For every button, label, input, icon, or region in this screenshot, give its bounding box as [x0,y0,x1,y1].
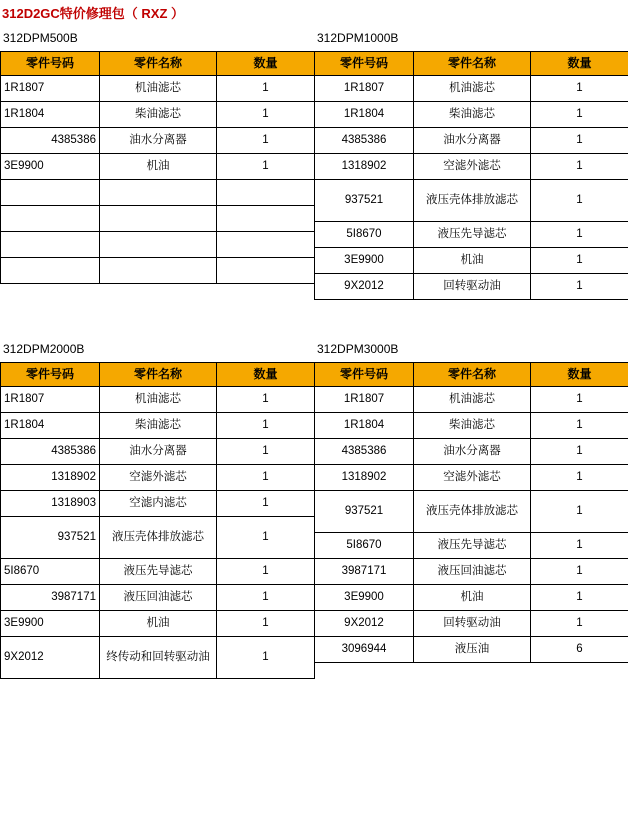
cell-quantity: 1 [531,128,628,154]
parts-table-3000b [314,362,628,663]
cell-part-name: 柴油滤芯 [100,413,217,439]
table-row [315,413,628,439]
cell-quantity: 1 [217,102,315,128]
cell-part-name: 机油滤芯 [100,76,217,102]
table-row [315,533,628,559]
cell-part-name: 液压壳体排放滤芯 [414,180,531,222]
cell-quantity: 1 [531,76,628,102]
cell-quantity: 1 [217,76,315,102]
cell-part-name: 空滤外滤芯 [414,154,531,180]
table-body-500b [1,76,315,284]
cell-part-number: 3E9900 [315,585,414,611]
table-row [315,248,628,274]
cell-part-name: 回转驱动油 [414,274,531,300]
table-row [1,180,315,206]
cell-part-number: 3987171 [315,559,414,585]
table-header-row [1,363,315,387]
cell-quantity: 1 [531,154,628,180]
cell-part-number: 5I8670 [315,533,414,559]
table-row [1,585,315,611]
cell-part-number: 3096944 [315,637,414,663]
package-section-2000b [0,336,314,679]
cell-part-number: 9X2012 [315,611,414,637]
empty-cell [1,180,100,206]
cell-part-number: 1318902 [1,465,100,491]
cell-part-name: 机油 [414,248,531,274]
table-row [1,491,315,517]
parts-table-500b [0,51,315,284]
block-spacer [0,300,628,336]
header-part-name: 零件名称 [100,52,217,76]
table-row [315,637,628,663]
cell-part-number: 1318902 [315,154,414,180]
package-section-1000b [314,25,628,300]
cell-part-number: 3E9900 [1,154,100,180]
empty-cell [100,180,217,206]
table-row [1,517,315,559]
header-part-number: 零件号码 [1,52,100,76]
header-part-name: 零件名称 [414,52,531,76]
cell-part-number: 1R1807 [315,387,414,413]
cell-part-name: 液压回油滤芯 [414,559,531,585]
cell-part-number: 1R1807 [1,76,100,102]
cell-part-name: 液压油 [414,637,531,663]
cell-quantity: 1 [217,611,315,637]
table-row [315,491,628,533]
cell-part-name: 油水分离器 [100,439,217,465]
header-part-number: 零件号码 [315,363,414,387]
parts-table-2000b [0,362,315,679]
empty-cell [1,258,100,284]
cell-quantity: 1 [531,222,628,248]
table-body-2000b [1,387,315,679]
header-quantity: 数量 [217,363,315,387]
table-row [1,154,315,180]
package-block-top [0,25,628,300]
cell-part-name: 柴油滤芯 [100,102,217,128]
cell-part-name: 液压回油滤芯 [100,585,217,611]
header-quantity: 数量 [531,363,628,387]
table-row [315,611,628,637]
cell-part-number: 1318903 [1,491,100,517]
header-part-name: 零件名称 [414,363,531,387]
cell-part-number: 5I8670 [315,222,414,248]
cell-part-name: 液压壳体排放滤芯 [100,517,217,559]
empty-cell [100,206,217,232]
cell-part-number: 3987171 [1,585,100,611]
table-row [1,102,315,128]
table-row [315,559,628,585]
header-quantity: 数量 [217,52,315,76]
cell-part-name: 机油滤芯 [414,387,531,413]
cell-quantity: 1 [531,274,628,300]
empty-cell [100,232,217,258]
cell-quantity: 1 [217,637,315,679]
cell-quantity: 1 [217,465,315,491]
cell-part-name: 终传动和回转驱动油 [100,637,217,679]
package-label-1000b: 312DPM1000B [317,31,399,45]
cell-part-name: 液压先导滤芯 [100,559,217,585]
header-part-number: 零件号码 [315,52,414,76]
cell-part-number: 9X2012 [1,637,100,679]
cell-part-name: 柴油滤芯 [414,102,531,128]
table-row [315,465,628,491]
cell-part-name: 机油 [100,154,217,180]
table-row [1,559,315,585]
cell-part-name: 柴油滤芯 [414,413,531,439]
cell-part-name: 空滤内滤芯 [100,491,217,517]
cell-part-name: 液压先导滤芯 [414,533,531,559]
cell-quantity: 1 [217,413,315,439]
document-title-row [0,0,628,25]
empty-cell [217,180,315,206]
page-title: 312D2GC特价修理包（ RXZ ） [2,6,185,21]
cell-part-name: 空滤外滤芯 [100,465,217,491]
cell-part-name: 机油滤芯 [414,76,531,102]
cell-quantity: 1 [531,559,628,585]
header-quantity: 数量 [531,52,628,76]
table-row [1,611,315,637]
table-body-1000b [315,76,628,300]
cell-part-name: 液压壳体排放滤芯 [414,491,531,533]
package-section-500b [0,25,314,300]
cell-part-name: 油水分离器 [414,128,531,154]
cell-quantity: 1 [531,611,628,637]
cell-part-number: 3E9900 [1,611,100,637]
cell-part-name: 回转驱动油 [414,611,531,637]
cell-quantity: 1 [217,439,315,465]
cell-part-number: 1R1804 [315,102,414,128]
table-row [315,439,628,465]
cell-part-number: 1R1807 [1,387,100,413]
cell-part-name: 油水分离器 [100,128,217,154]
table-row [1,637,315,679]
cell-quantity: 1 [217,387,315,413]
empty-cell [100,258,217,284]
table-row [315,76,628,102]
cell-part-number: 4385386 [315,439,414,465]
table-row [1,76,315,102]
cell-part-number: 1R1804 [1,413,100,439]
cell-quantity: 1 [217,128,315,154]
cell-part-name: 空滤外滤芯 [414,465,531,491]
package-label-2000b: 312DPM2000B [3,342,85,356]
cell-quantity: 1 [531,180,628,222]
table-row [315,154,628,180]
cell-part-number: 4385386 [1,128,100,154]
table-header-row [315,52,628,76]
cell-part-number: 937521 [1,517,100,559]
package-label-500b: 312DPM500B [3,31,78,45]
header-part-name: 零件名称 [100,363,217,387]
cell-part-number: 3E9900 [315,248,414,274]
cell-quantity: 1 [531,585,628,611]
cell-part-number: 9X2012 [315,274,414,300]
cell-quantity: 1 [531,439,628,465]
table-header-row [315,363,628,387]
table-row [315,180,628,222]
empty-cell [217,258,315,284]
table-row [315,274,628,300]
cell-quantity: 1 [217,585,315,611]
cell-quantity: 1 [531,491,628,533]
cell-part-name: 油水分离器 [414,439,531,465]
table-body-3000b [315,387,628,663]
cell-part-number: 5I8670 [1,559,100,585]
table-row [1,128,315,154]
table-row [1,206,315,232]
table-row [1,439,315,465]
cell-quantity: 1 [531,465,628,491]
cell-quantity: 1 [531,387,628,413]
cell-quantity: 1 [217,559,315,585]
table-row [1,465,315,491]
cell-quantity: 6 [531,637,628,663]
empty-cell [1,232,100,258]
cell-part-number: 1R1804 [1,102,100,128]
cell-part-name: 机油 [414,585,531,611]
table-row [315,585,628,611]
cell-part-name: 机油滤芯 [100,387,217,413]
cell-part-number: 937521 [315,491,414,533]
table-header-row [1,52,315,76]
cell-quantity: 1 [531,102,628,128]
header-part-number: 零件号码 [1,363,100,387]
package-section-3000b [314,336,628,679]
cell-quantity: 1 [217,517,315,559]
table-row [1,258,315,284]
cell-part-name: 液压先导滤芯 [414,222,531,248]
package-label-3000b: 312DPM3000B [317,342,399,356]
cell-quantity: 1 [531,248,628,274]
cell-part-number: 937521 [315,180,414,222]
empty-cell [217,232,315,258]
package-block-bottom [0,336,628,679]
table-row [315,128,628,154]
empty-cell [217,206,315,232]
cell-quantity: 1 [217,491,315,517]
cell-part-number: 4385386 [1,439,100,465]
cell-part-number: 4385386 [315,128,414,154]
cell-part-number: 1318902 [315,465,414,491]
cell-part-number: 1R1807 [315,76,414,102]
table-row [1,232,315,258]
cell-quantity: 1 [531,413,628,439]
empty-cell [1,206,100,232]
table-row [315,222,628,248]
parts-table-1000b [314,51,628,300]
cell-quantity: 1 [217,154,315,180]
cell-quantity: 1 [531,533,628,559]
cell-part-number: 1R1804 [315,413,414,439]
table-row [1,413,315,439]
table-row [315,387,628,413]
cell-part-name: 机油 [100,611,217,637]
table-row [315,102,628,128]
table-row [1,387,315,413]
